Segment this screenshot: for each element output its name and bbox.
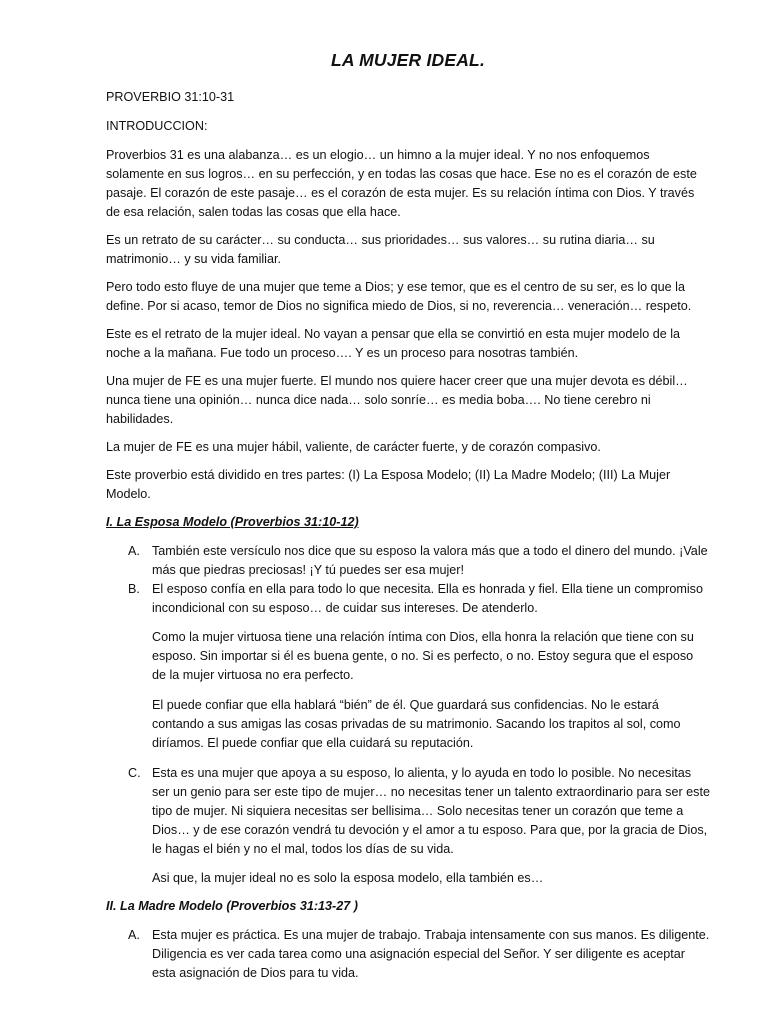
intro-paragraph-2: Es un retrato de su carácter… su conducta… sus prioridades… sus valores… su rutina diaria… su matrimonio… y su vida familiar.	[106, 233, 655, 266]
intro-heading: INTRODUCCION:	[106, 119, 208, 133]
list-marker: B.	[128, 582, 140, 596]
list-item	[106, 764, 710, 859]
section-2-title: II. La Madre Modelo (Proverbios 31:13-27 )	[106, 899, 358, 913]
section-1-list-continued	[106, 764, 710, 859]
intro-paragraph-6: La mujer de FE es una mujer hábil, valiente, de carácter fuerte, y de corazón compasivo.	[106, 440, 601, 454]
document-title: LA MUJER IDEAL.	[330, 50, 486, 70]
list-marker: A.	[128, 544, 140, 558]
intro-paragraph-1: Proverbios 31 es una alabanza… es un elogio… un himno a la mujer ideal. Y no nos enfoquemos solamente en sus logros… en su perfección, y en todas las cosas que hace. Ese no es el corazón de este pasaje. El corazón de este pasaje… es el corazón de esta mujer. Es su relación íntima con Dios. Y través de esa relación, salen todas las cosas que ella hace.	[106, 148, 697, 219]
list-item-text: También este versículo nos dice que su esposo la valora más que a todo el dinero del mundo. ¡Vale más que piedras preciosas! ¡Y tú puedes ser esa mujer!	[152, 544, 708, 577]
sub-paragraph-c1: Asi que, la mujer ideal no es solo la esposa modelo, ella también es…	[152, 871, 544, 885]
sub-paragraph-b2: El puede confiar que ella hablará “bién” de él. Que guardará sus confidencias. No le estará contando a sus amigas las cosas privadas de su matrimonio. Sacando los trapitos al sol, como diríamos. El puede confiar que ella cuidará su reputación.	[152, 698, 681, 750]
intro-paragraph-3: Pero todo esto fluye de una mujer que teme a Dios; y ese temor, que es el centro de su ser, es lo que la define. Por si acaso, temor de Dios no significa miedo de Dios, si no, reverencia… veneración… respeto.	[106, 280, 692, 313]
section-1-title: I. La Esposa Modelo (Proverbios 31:10-12)	[106, 515, 359, 529]
list-marker: C.	[128, 766, 141, 780]
list-item	[106, 542, 710, 580]
intro-paragraph-4: Este es el retrato de la mujer ideal. No vayan a pensar que ella se convirtió en esta mujer modelo de la noche a la mañana. Fue todo un proceso…. Y es un proceso para nosotras también.	[106, 327, 681, 360]
sub-paragraph-b1: Como la mujer virtuosa tiene una relación íntima con Dios, ella honra la relación que tiene con su esposo. Sin importar si él es buena gente, o no. Si es perfecto, o no. Estoy segura que el esposo de la mujer virtuosa no era perfecto.	[152, 630, 694, 682]
section-1-list	[106, 542, 710, 618]
section-2-list	[106, 926, 710, 983]
intro-paragraph-5: Una mujer de FE es una mujer fuerte. El mundo nos quiere hacer creer que una mujer devota es débil… nunca tiene una opinión… nunca dice nada… solo sonríe… es media boba…. No tiene cerebro ni habilidades.	[106, 374, 688, 426]
list-item	[106, 926, 710, 983]
intro-paragraph-7: Este proverbio está dividido en tres partes: (I) La Esposa Modelo; (II) La Madre Modelo; (III) La Mujer Modelo.	[106, 468, 671, 501]
list-item-text: Esta mujer es práctica. Es una mujer de trabajo. Trabaja intensamente con sus manos. Es diligente. Diligencia es ver cada tarea como una asignación especial del Señor. Y ser diligente es aceptar esta asignación de Dios para tu vida.	[152, 928, 710, 980]
scripture-reference: PROVERBIO 31:10-31	[106, 90, 235, 104]
list-marker: A.	[128, 928, 140, 942]
list-item-text: El esposo confía en ella para todo lo que necesita. Ella es honrada y fiel. Ella tiene un compromiso incondicional con su esposo… de cuidar sus intereses. De atenderlo.	[152, 582, 703, 615]
list-item	[106, 580, 710, 618]
list-item-text: Esta es una mujer que apoya a su esposo, lo alienta, y lo ayuda en todo lo posible. No necesitas ser un genio para ser este tipo de mujer… no necesitas tener un talento extraordinario para ser este tipo de mujer. Ni siquiera necesitas ser bellisima… Solo necesitas tener un corazón que teme a Dios… y de ese corazón vendrá tu devoción y el amor a tu esposo. Para que, por la gracia de Dios, le hagas el bién y no el mal, todos los días de su vida.	[152, 766, 710, 856]
